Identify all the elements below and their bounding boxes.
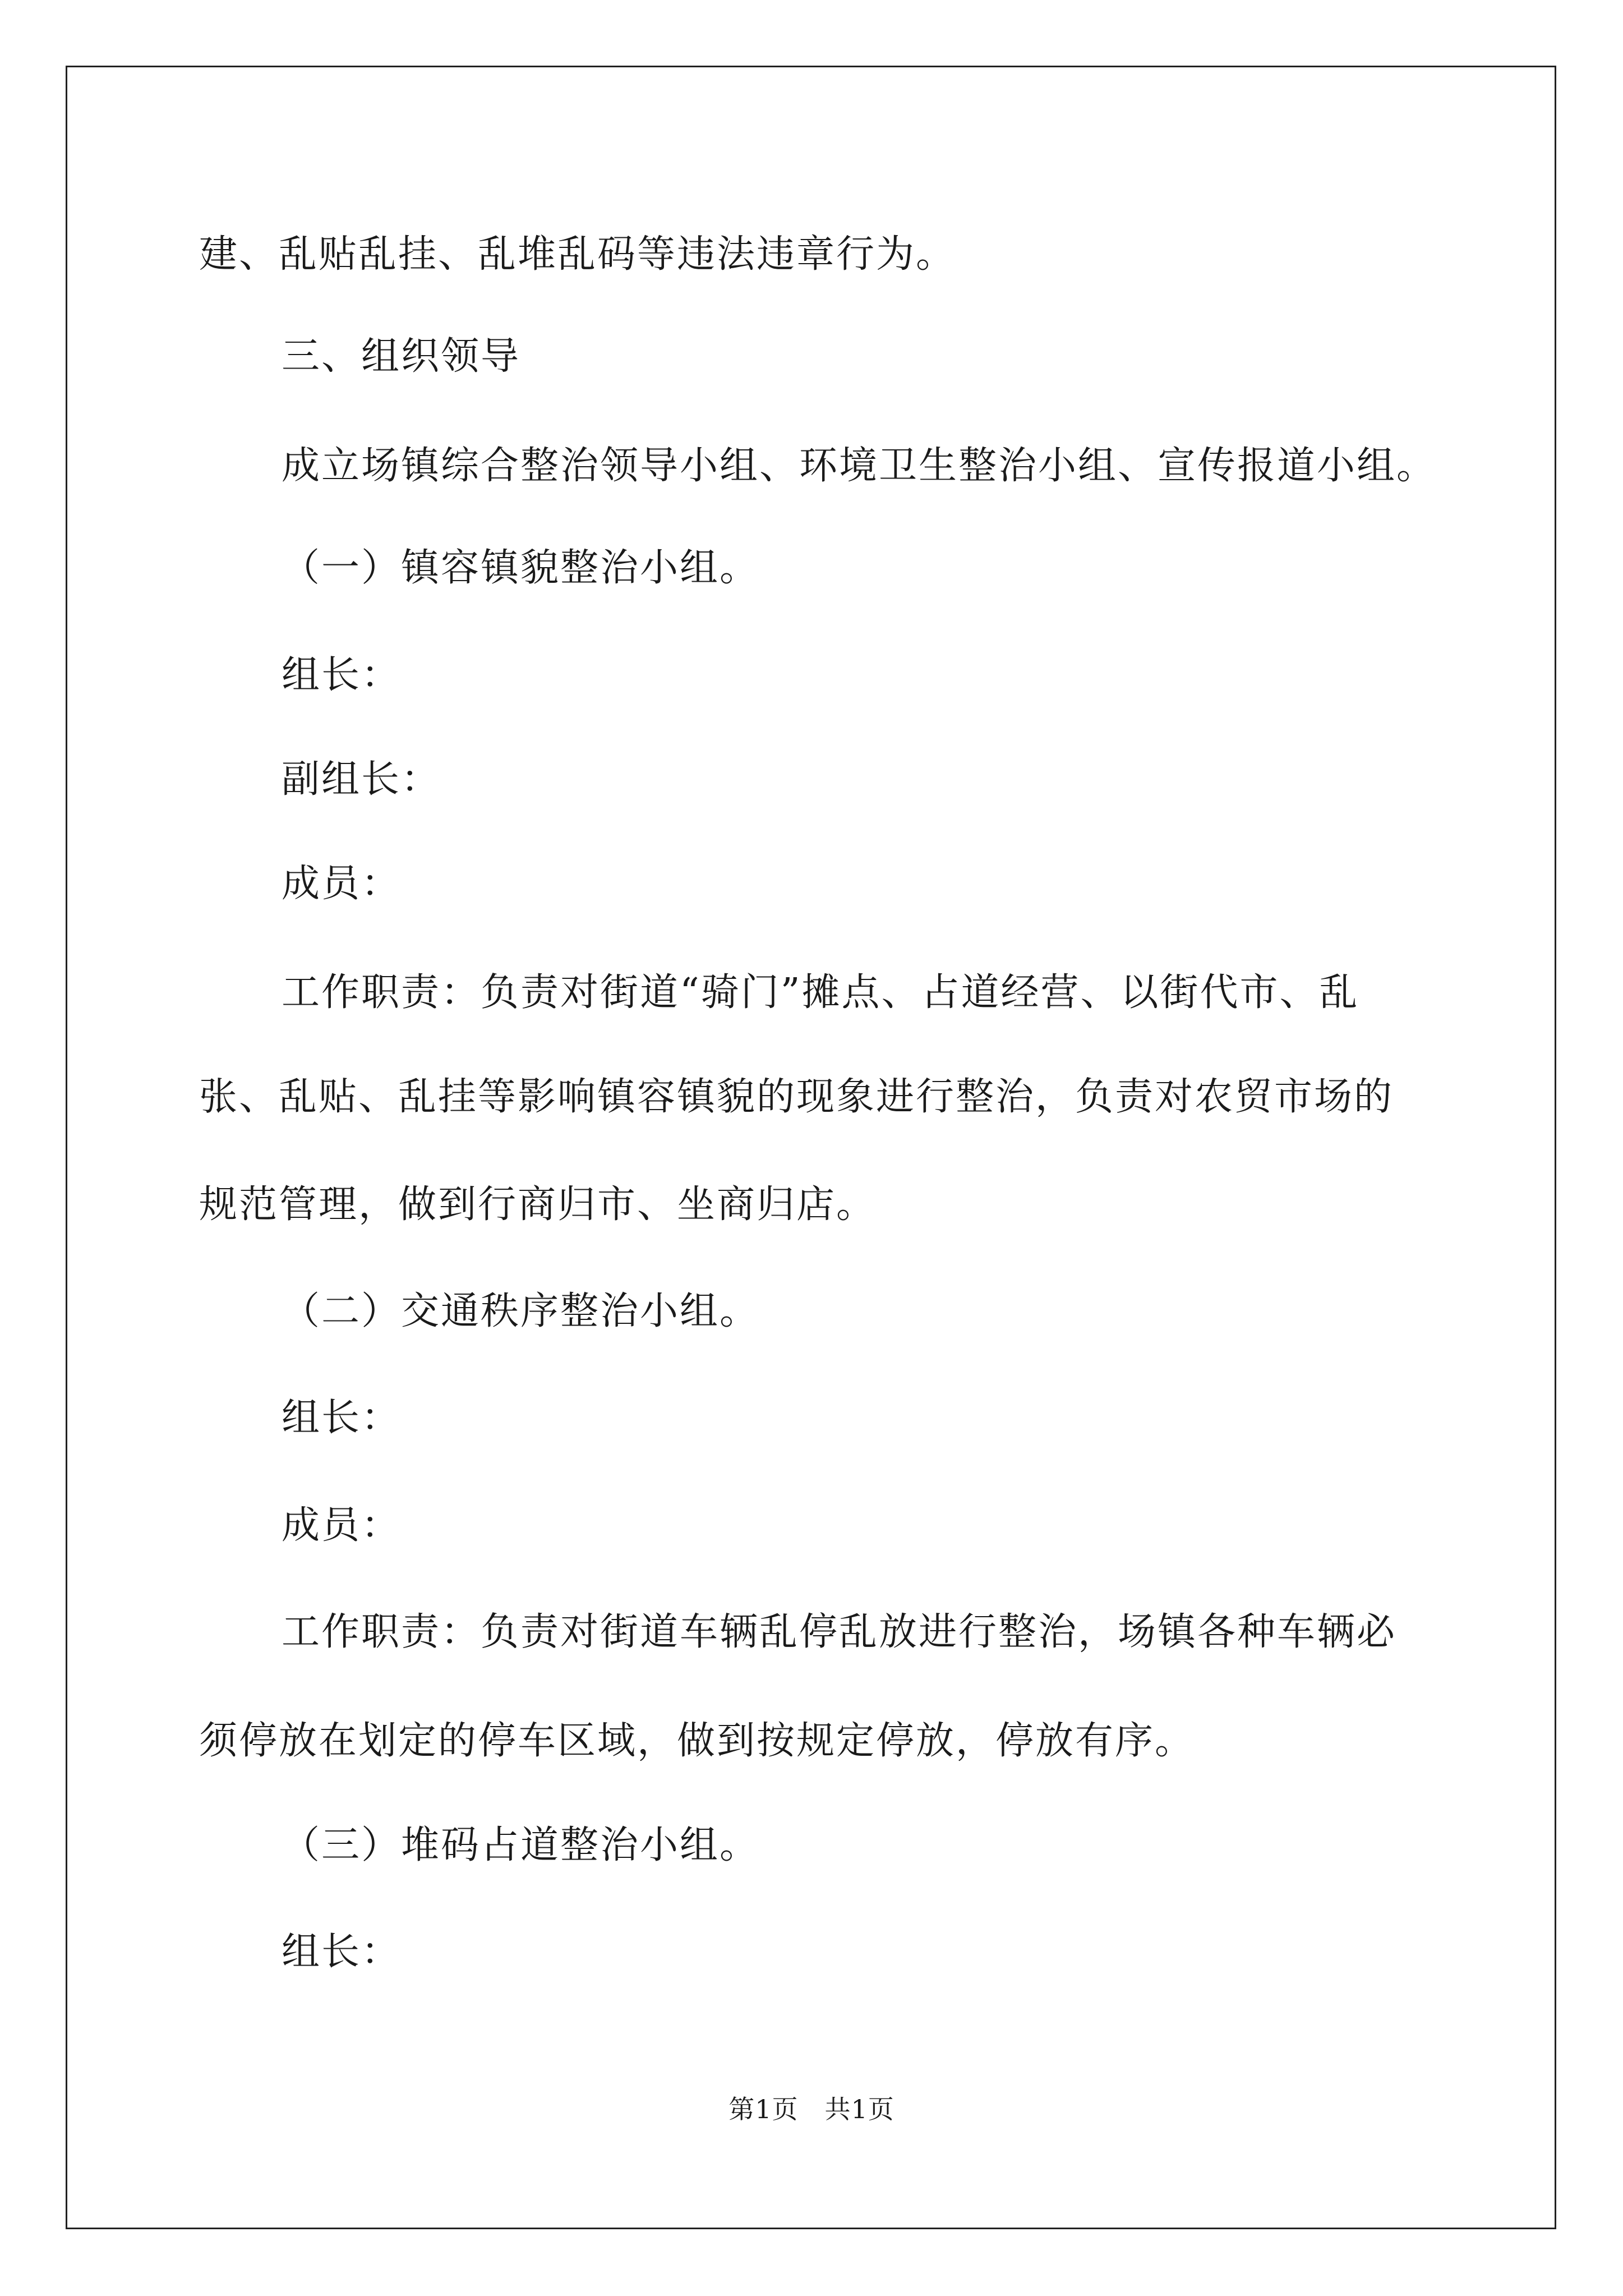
body-text-line: 工作职责：负责对街道车辆乱停乱放进行整治，场镇各种车辆必: [282, 1610, 1397, 1654]
body-text-line: 成立场镇综合整治领导小组、环境卫生整治小组、宣传报道小组。: [282, 444, 1437, 488]
body-text-line: 建、乱贴乱挂、乱堆乱码等违法违章行为。: [199, 232, 956, 277]
body-text-line: 组长：: [282, 1930, 402, 1974]
section-heading: 三、组织领导: [282, 334, 521, 379]
body-text-line: 组长：: [282, 653, 402, 697]
body-text-line: 组长：: [282, 1396, 402, 1440]
body-text-line: 规范管理，做到行商归市、坐商归店。: [199, 1182, 877, 1227]
page-border: [66, 66, 1556, 2229]
body-text-line: 工作职责：负责对街道“骑门”摊点、占道经营、以街代市、乱: [282, 970, 1359, 1015]
subsection-heading: （三）堆码占道整治小组。: [282, 1823, 760, 1867]
body-text-line: 副组长：: [282, 757, 441, 802]
body-text-line: 须停放在划定的停车区域，做到按规定停放，停放有序。: [199, 1719, 1195, 1763]
body-text-line: 张、乱贴、乱挂等影响镇容镇貌的现象进行整治，负责对农贸市场的: [199, 1075, 1394, 1119]
subsection-heading: （二）交通秩序整治小组。: [282, 1289, 760, 1333]
subsection-heading: （一）镇容镇貌整治小组。: [282, 546, 760, 590]
body-text-line: 成员：: [282, 862, 402, 906]
page-number: 第1页 共1页: [728, 2094, 895, 2124]
body-text-line: 成员：: [282, 1503, 402, 1548]
